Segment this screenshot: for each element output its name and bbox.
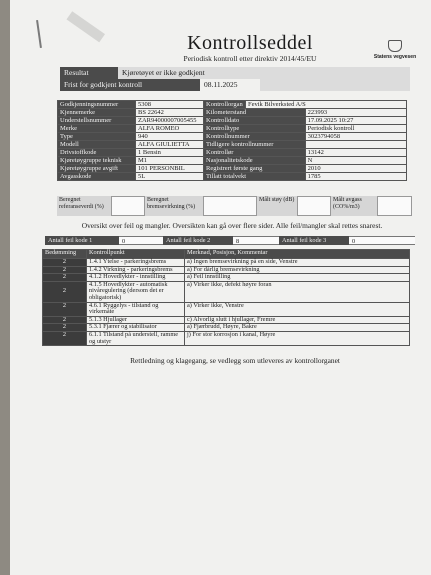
table-row bbox=[58, 149, 407, 157]
control-label: Kontrolltype bbox=[204, 125, 306, 133]
control-label: Nasjonalitetskode bbox=[204, 157, 306, 165]
table-row bbox=[58, 109, 407, 117]
measurements-row bbox=[57, 196, 412, 216]
defect-point: 1.4.1 Ytelse - parkeringsbrems bbox=[87, 259, 185, 267]
vehicle-value: BS 22642 bbox=[136, 109, 204, 117]
col-comment: Merknad, Posisjon, Kommentar bbox=[185, 250, 410, 259]
control-label: Kontrollnummer bbox=[204, 133, 306, 141]
vehicle-value: ALFA ROMEO bbox=[136, 125, 204, 133]
deadline-label: Frist for godkjent kontroll bbox=[60, 79, 200, 91]
defect-point: 5.1.3 Hjullager bbox=[87, 316, 185, 324]
vehicle-value: 940 bbox=[136, 133, 204, 141]
count-code1-value: 0 bbox=[119, 236, 163, 245]
table-row bbox=[58, 173, 407, 181]
control-value: Periodisk kontroll bbox=[305, 125, 406, 133]
defect-severity: 2 bbox=[43, 302, 87, 316]
agency-logo bbox=[370, 40, 420, 60]
control-value: 1785 bbox=[305, 173, 406, 181]
document-title: Kontrollseddel bbox=[187, 32, 313, 54]
control-value: 13142 bbox=[305, 149, 406, 157]
table-row bbox=[58, 165, 407, 173]
control-label: Kontrollør bbox=[204, 149, 306, 157]
vehicle-label: Modell bbox=[58, 141, 136, 149]
vehicle-value: 5308 bbox=[136, 101, 204, 109]
count-code3-label: Antall feil kode 3 bbox=[279, 236, 349, 245]
count-code1-label: Antall feil kode 1 bbox=[45, 236, 119, 245]
defect-point: 4.6.1 Ryggelys - tilstand og virkemåte bbox=[87, 302, 185, 316]
vehicle-label: Kjøretøygruppe teknisk bbox=[58, 157, 136, 165]
deadline-value: 08.11.2025 bbox=[200, 79, 260, 91]
agency-name: Statens vegvesen bbox=[373, 54, 417, 60]
defect-severity: 2 bbox=[43, 274, 87, 282]
reference-value bbox=[111, 196, 145, 216]
count-code3-value: 0 bbox=[349, 236, 415, 245]
brake-effect-label: Beregnet bremsevirkning (%) bbox=[145, 196, 203, 216]
inspector-value: Fevik Bilverksted A/S bbox=[246, 101, 407, 109]
noise-value bbox=[297, 196, 331, 216]
col-severity: Bedømming bbox=[43, 250, 87, 259]
pen-mark bbox=[36, 20, 42, 48]
control-value: 3023794058 bbox=[305, 133, 406, 141]
vehicle-label: Kjøretøygruppe avgift bbox=[58, 165, 136, 173]
defect-severity: 2 bbox=[43, 266, 87, 274]
result-block bbox=[60, 67, 410, 91]
footer-text: Rettledning og klagegang, se vedlegg som utleveres av kontrollorganet bbox=[130, 356, 340, 365]
exhaust-value bbox=[377, 196, 412, 216]
table-row bbox=[58, 157, 407, 165]
reference-value-label: Beregnet referanseverdi (%) bbox=[57, 196, 111, 216]
count-code2-value: 8 bbox=[233, 236, 279, 245]
defect-point: 4.1.2 Hovedlykter - innstilling bbox=[87, 274, 185, 282]
table-row bbox=[58, 117, 407, 125]
defects-table bbox=[42, 249, 410, 346]
document-subtitle: Periodisk kontroll etter direktiv 2014/45/EU bbox=[183, 54, 317, 63]
defect-point: 5.3.1 Fjærer og stabilisator bbox=[87, 324, 185, 332]
vehicle-label: Understellsnummer bbox=[58, 117, 136, 125]
vehicle-value: ZAR94000007005455 bbox=[136, 117, 204, 125]
vehicle-label: Avgasskode bbox=[58, 173, 136, 181]
defect-comment: a) Fjærbrudd, Høyre, Bakre bbox=[185, 324, 410, 332]
vehicle-label: Godkjenningsnummer bbox=[58, 101, 136, 109]
control-value: 223993 bbox=[305, 109, 406, 117]
control-label: Registrert første gang bbox=[204, 165, 306, 173]
control-label: Tillatt totalvekt bbox=[204, 173, 306, 181]
inspector-label: Kontrollorgan bbox=[204, 101, 246, 109]
table-row bbox=[43, 302, 410, 316]
vehicle-label: Type bbox=[58, 133, 136, 141]
defect-counts bbox=[45, 236, 415, 245]
noise-label: Målt støy (dB) bbox=[257, 196, 297, 216]
result-value: Kjøretøyet er ikke godkjent bbox=[118, 67, 410, 79]
table-row bbox=[43, 281, 410, 302]
exhaust-label: Målt avgass (CO%/m3) bbox=[331, 196, 377, 216]
defect-severity: 2 bbox=[43, 316, 87, 324]
vehicle-label: Drivstoffkode bbox=[58, 149, 136, 157]
defect-point: 6.1.1 Tilstand på understell, ramme og utstyr bbox=[87, 331, 185, 345]
crest-icon bbox=[388, 40, 402, 52]
overview-text: Oversikt over feil og mangler. Oversikten kan gå over flere sider. Alle feil/mangler skal rettes snarest. bbox=[81, 221, 383, 230]
control-label: Tidligere kontrollnummer bbox=[204, 141, 306, 149]
defect-comment: c) Alvorlig slutt i hjullager, Fremre bbox=[185, 316, 410, 324]
defect-severity: 2 bbox=[43, 259, 87, 267]
defect-point: 1.4.2 Virkning - parkeringsbrems bbox=[87, 266, 185, 274]
defect-comment: a) For dårlig bremsevirkning bbox=[185, 266, 410, 274]
brake-effect-value bbox=[203, 196, 257, 216]
control-value: 2010 bbox=[305, 165, 406, 173]
fold-mark bbox=[55, 11, 105, 59]
table-row bbox=[43, 259, 410, 267]
col-checkpoint: Kontrollpunkt bbox=[87, 250, 185, 259]
defect-comment: a) Feil innstilling bbox=[185, 274, 410, 282]
table-row bbox=[58, 125, 407, 133]
defect-severity: 2 bbox=[43, 331, 87, 345]
vehicle-label: Merke bbox=[58, 125, 136, 133]
defect-comment: a) Virker ikke, Venstre bbox=[185, 302, 410, 316]
table-row bbox=[43, 331, 410, 345]
defect-comment: a) Ingen bremsevirkning på en side, Venstre bbox=[185, 259, 410, 267]
control-label: Kilometerstand bbox=[204, 109, 306, 117]
result-label: Resultat bbox=[60, 67, 118, 79]
vehicle-value: 5L bbox=[136, 173, 204, 181]
vehicle-value: 1 Bensin bbox=[136, 149, 204, 157]
defect-comment: j) For stor korrosjon i kanal, Høyre bbox=[185, 331, 410, 345]
table-row bbox=[58, 141, 407, 149]
defect-point: 4.1.5 Hovedlykter - automatisk nivåregulering (dersom det er obligatorisk) bbox=[87, 281, 185, 302]
vehicle-label: Kjennemerke bbox=[58, 109, 136, 117]
control-value bbox=[305, 141, 406, 149]
vehicle-value: M1 bbox=[136, 157, 204, 165]
control-value: N bbox=[305, 157, 406, 165]
table-row bbox=[58, 133, 407, 141]
control-label: Kontrolldato bbox=[204, 117, 306, 125]
control-value: 17.09.2025 10:27 bbox=[305, 117, 406, 125]
vehicle-info-table bbox=[57, 100, 407, 181]
count-code2-label: Antall feil kode 2 bbox=[163, 236, 233, 245]
vehicle-value: 101 PERSONBIL bbox=[136, 165, 204, 173]
defect-severity: 2 bbox=[43, 324, 87, 332]
table-row bbox=[58, 101, 407, 109]
defect-comment: a) Virker ikke, defekt høyre foran bbox=[185, 281, 410, 302]
vehicle-value: ALFA GIULIETTA bbox=[136, 141, 204, 149]
defect-severity: 2 bbox=[43, 281, 87, 302]
